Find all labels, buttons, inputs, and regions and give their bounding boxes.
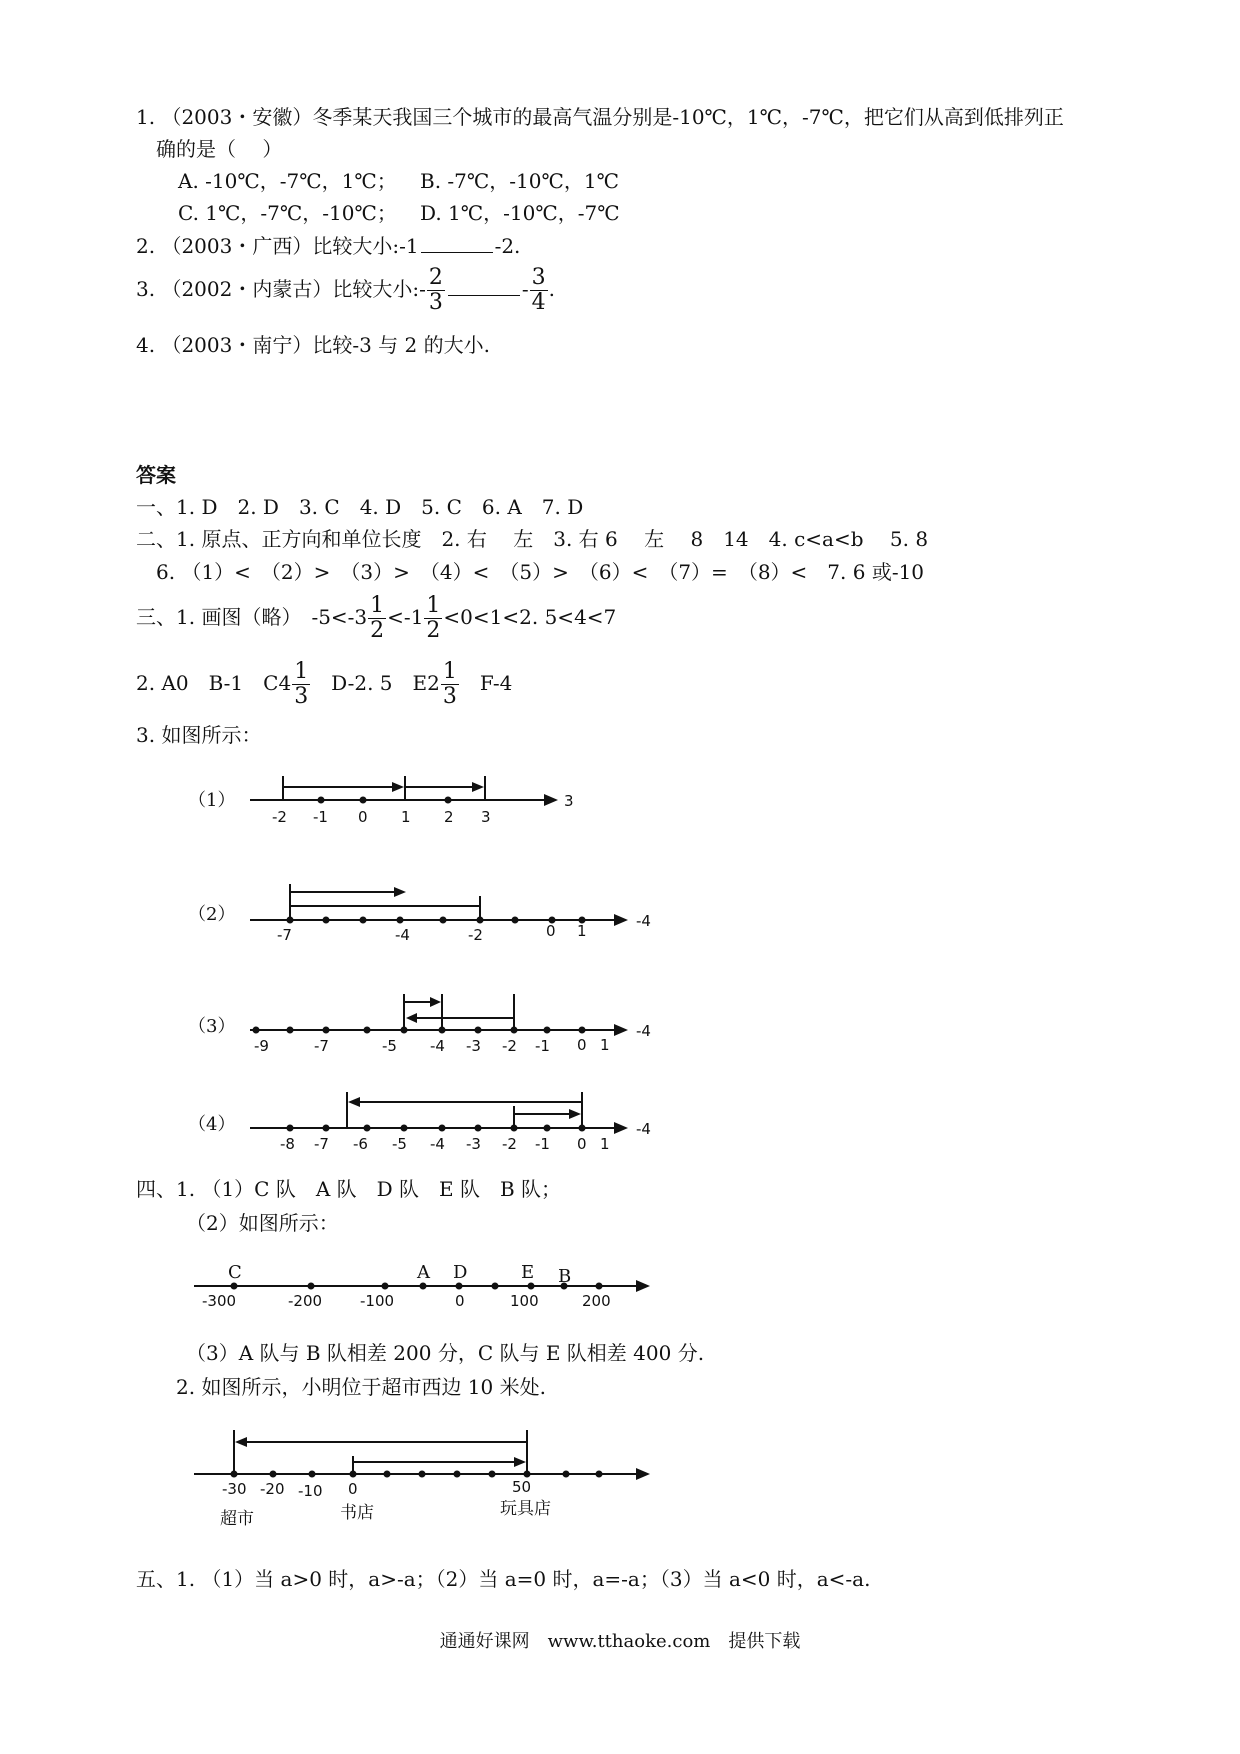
tick-label: 50 <box>512 1478 532 1496</box>
fraction <box>424 594 442 643</box>
arrow-head <box>235 1437 247 1447</box>
fraction-numerator: 1 <box>426 593 441 618</box>
dot <box>287 1125 294 1132</box>
dot <box>419 1471 426 1478</box>
dot <box>382 1283 389 1290</box>
dot <box>439 1125 446 1132</box>
fraction-denominator: 3 <box>428 290 443 315</box>
dot <box>270 1471 277 1478</box>
answer-section-3-2 <box>136 660 512 709</box>
dot <box>440 917 447 924</box>
q2-blank <box>421 234 493 253</box>
tick-label: -30 <box>222 1480 247 1498</box>
q1-line1: 1. （2003・安徽）冬季某天我国三个城市的最高气温分别是-10℃，1℃，-7℃，把它们从高到低排列正 <box>136 105 1064 129</box>
dot <box>318 797 325 804</box>
tick-label: -7 <box>277 926 292 944</box>
fraction-denominator: 3 <box>294 684 309 709</box>
arrow-head <box>406 1013 417 1023</box>
place-label-supermarket: 超市 <box>220 1509 254 1529</box>
dot <box>420 1283 427 1290</box>
arrow-head <box>348 1097 360 1107</box>
tick-label: 1 <box>577 922 587 940</box>
dot <box>492 1283 499 1290</box>
tick-label: -5 <box>382 1037 397 1055</box>
dot <box>360 917 367 924</box>
dot <box>439 1027 446 1034</box>
tick-label: 0 <box>348 1480 358 1498</box>
axis-arrow <box>614 914 628 926</box>
text: <0<1<2. 5<4<7 <box>443 605 617 629</box>
dot <box>308 1283 315 1290</box>
dot <box>563 1471 570 1478</box>
number-line-team-scores <box>190 1254 670 1324</box>
answer-section-2-line2: 6. （1）< （2）> （3）> （4）< （5）> （6）< （7）= （8）< 7. 6 或-10 <box>156 560 925 584</box>
dot <box>231 1471 238 1478</box>
axis-arrow <box>636 1280 650 1292</box>
answer-section-2-line1: 二、1. 原点、正方向和单位长度 2. 右 左 3. 右 6 左 8 14 4. c<a<b 5. 8 <box>136 527 929 551</box>
tick-label: -200 <box>288 1292 323 1310</box>
tick-label: -7 <box>314 1037 329 1055</box>
dot <box>528 1283 535 1290</box>
end-label: -4 <box>636 1022 651 1040</box>
end-label: -4 <box>636 912 651 930</box>
dot <box>445 797 452 804</box>
tick-label: 1 <box>600 1135 610 1153</box>
arrow-head <box>392 782 404 792</box>
number-line-figure-4 <box>180 1088 660 1168</box>
dot <box>579 1125 586 1132</box>
dot <box>309 1471 316 1478</box>
dot <box>579 1027 586 1034</box>
dot <box>253 1027 260 1034</box>
tick-label: -1 <box>313 808 328 826</box>
q3 <box>136 266 555 315</box>
tick-label: 1 <box>401 808 411 826</box>
tick-label: 0 <box>455 1292 465 1310</box>
tick-label: -4 <box>430 1135 445 1153</box>
point-label-b: B <box>558 1266 572 1287</box>
dot <box>489 1471 496 1478</box>
dot <box>544 1027 551 1034</box>
dot <box>511 1027 518 1034</box>
figure-label: （1） <box>188 790 236 811</box>
fraction <box>368 594 386 643</box>
fraction-denominator: 4 <box>531 290 546 315</box>
place-label-toystore: 玩具店 <box>500 1499 551 1519</box>
q2-suffix: -2. <box>494 234 521 258</box>
place-label-bookstore: 书店 <box>340 1503 374 1523</box>
number-line-figure-1 <box>180 770 640 840</box>
point-label-d: D <box>453 1262 468 1283</box>
tick-label: -4 <box>395 926 410 944</box>
dot <box>360 797 367 804</box>
tick-label: -2 <box>502 1135 517 1153</box>
end-label: -4 <box>636 1120 651 1138</box>
dot <box>323 1027 330 1034</box>
dot <box>596 1283 603 1290</box>
fraction-numerator: 1 <box>442 659 457 684</box>
point-label-e: E <box>521 1262 535 1283</box>
dot <box>364 1027 371 1034</box>
dot <box>477 917 484 924</box>
text: F-4 <box>459 671 513 695</box>
point-label-c: C <box>228 1262 242 1283</box>
axis-arrow <box>544 794 558 806</box>
tick-label: -300 <box>202 1292 237 1310</box>
tick-label: -9 <box>254 1037 269 1055</box>
tick-label: 100 <box>510 1292 539 1310</box>
dot <box>287 1027 294 1034</box>
tick-label: -4 <box>430 1037 445 1055</box>
dot <box>544 1125 551 1132</box>
q3-prefix: 3. （2002・内蒙古）比较大小:- <box>136 277 426 301</box>
q1-line2: 确的是（ ） <box>156 137 283 161</box>
dot <box>596 1471 603 1478</box>
tick-label: -3 <box>466 1037 481 1055</box>
tick-label: -10 <box>298 1482 323 1500</box>
tick-label: -3 <box>466 1135 481 1153</box>
answer-section-4-4: 2. 如图所示，小明位于超市西边 10 米处. <box>176 1375 546 1399</box>
q3-fraction-1 <box>427 266 445 315</box>
footer-source: 通通好课网 www.tthaoke.com 提供下载 <box>439 1631 801 1652</box>
fraction-numerator: 1 <box>370 593 385 618</box>
dot <box>231 1283 238 1290</box>
q1-option-a: A. -10℃，-7℃，1℃； <box>178 169 397 193</box>
dot <box>475 1027 482 1034</box>
dot <box>350 1471 357 1478</box>
tick-label: -7 <box>314 1135 329 1153</box>
axis-arrow <box>614 1122 628 1134</box>
tick-label: -2 <box>502 1037 517 1055</box>
text: 三、1. 画图（略） -5<-3 <box>136 605 368 629</box>
tick-label: -20 <box>260 1480 285 1498</box>
figure-label: （2） <box>188 904 236 925</box>
dot <box>397 917 404 924</box>
figure-label: （4） <box>188 1114 236 1135</box>
dot <box>401 1125 408 1132</box>
tick-label: -5 <box>392 1135 407 1153</box>
dot <box>456 1283 463 1290</box>
tick-label: 3 <box>481 808 491 826</box>
fraction-denominator: 2 <box>426 618 441 643</box>
tick-label: -6 <box>353 1135 368 1153</box>
dot <box>401 1027 408 1034</box>
axis-arrow <box>614 1024 628 1036</box>
arrow-head <box>472 782 484 792</box>
text: D-2. 5 E2 <box>311 671 440 695</box>
q3-blank <box>448 277 520 296</box>
number-line-locations <box>190 1424 670 1534</box>
fraction <box>292 660 310 709</box>
fraction-numerator: 3 <box>531 265 546 290</box>
answers-heading: 答案 <box>136 463 176 487</box>
dot <box>475 1125 482 1132</box>
tick-label: 2 <box>444 808 454 826</box>
q3-fraction-2 <box>530 266 548 315</box>
text: <-1 <box>387 605 424 629</box>
arrow-head <box>430 997 441 1007</box>
tick-label: 0 <box>358 808 368 826</box>
answer-section-1: 一、1. D 2. D 3. C 4. D 5. C 6. A 7. D <box>136 495 584 519</box>
answer-section-4-2: （2）如图所示： <box>186 1211 339 1235</box>
dot <box>364 1125 371 1132</box>
q1-option-c: C. 1℃，-7℃，-10℃； <box>178 201 397 225</box>
tick-label: 0 <box>577 1036 587 1054</box>
dot <box>287 917 294 924</box>
q2 <box>136 233 520 259</box>
q2-prefix: 2. （2003・广西）比较大小:-1 <box>136 234 419 258</box>
fraction <box>441 660 459 709</box>
tick-label: 200 <box>582 1292 611 1310</box>
point-label-a: A <box>417 1262 430 1283</box>
answer-section-4-1: 四、1. （1）C 队 A 队 D 队 E 队 B 队； <box>136 1177 562 1201</box>
dot <box>512 917 519 924</box>
q3-suffix: . <box>548 277 555 301</box>
tick-label: 1 <box>600 1036 610 1054</box>
tick-label: -1 <box>535 1135 550 1153</box>
q3-minus: - <box>521 277 529 301</box>
number-line-figure-2 <box>180 878 660 958</box>
tick-label: -2 <box>272 808 287 826</box>
dot <box>454 1471 461 1478</box>
arrow-head <box>394 887 406 897</box>
number-line-figure-3 <box>180 990 660 1070</box>
tick-label: 0 <box>546 922 556 940</box>
q4: 4. （2003・南宁）比较-3 与 2 的大小. <box>136 333 490 357</box>
dot <box>384 1471 391 1478</box>
dot <box>323 1125 330 1132</box>
text: 2. A0 B-1 C4 <box>136 671 292 695</box>
q1-option-b: B. -7℃，-10℃，1℃ <box>420 169 619 193</box>
q1-option-d: D. 1℃，-10℃，-7℃ <box>420 201 620 225</box>
answer-section-5: 五、1. （1）当 a>0 时，a>-a；（2）当 a=0 时，a=-a；（3）当 a<0 时，a<-a. <box>136 1567 871 1591</box>
tick-label: -8 <box>280 1135 295 1153</box>
axis-arrow <box>636 1468 650 1480</box>
tick-label: -100 <box>360 1292 395 1310</box>
dot <box>524 1471 531 1478</box>
tick-label: -2 <box>468 926 483 944</box>
answer-section-4-3: （3）A 队与 B 队相差 200 分，C 队与 E 队相差 400 分. <box>186 1341 705 1365</box>
answer-section-3-1 <box>136 594 616 643</box>
tick-label: -1 <box>535 1037 550 1055</box>
answer-section-3-3: 3. 如图所示： <box>136 723 262 747</box>
fraction-denominator: 3 <box>442 684 457 709</box>
arrow-head <box>569 1109 581 1119</box>
fraction-denominator: 2 <box>370 618 385 643</box>
arrow-head <box>514 1457 526 1467</box>
end-label: 3 <box>564 792 574 810</box>
tick-label: 0 <box>577 1135 587 1153</box>
dot <box>511 1125 518 1132</box>
fraction-numerator: 2 <box>428 265 443 290</box>
figure-label: （3） <box>188 1016 236 1037</box>
fraction-numerator: 1 <box>294 659 309 684</box>
dot <box>323 917 330 924</box>
